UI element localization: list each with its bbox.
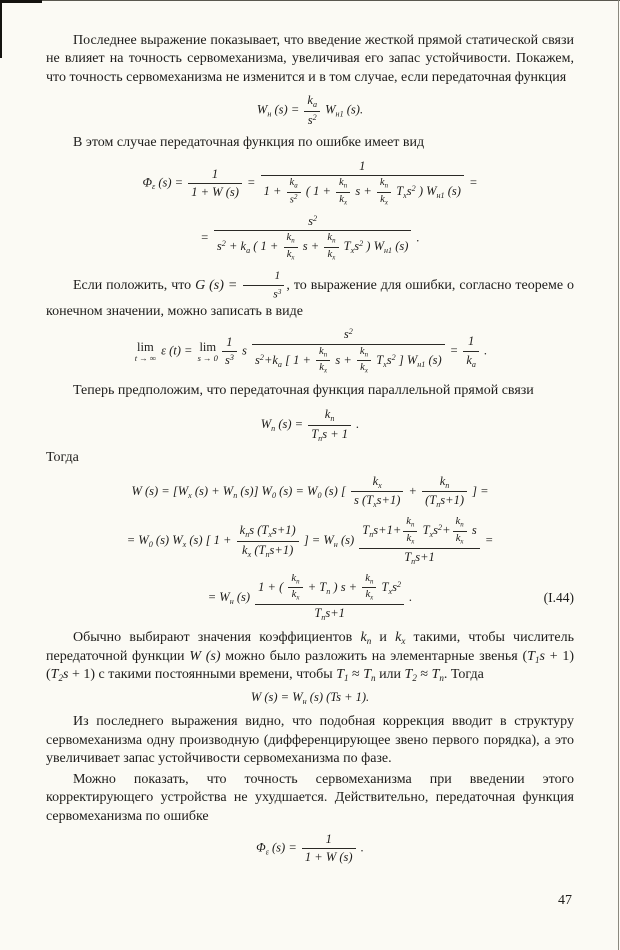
formula-wn-definition: $W_н$ (s) = $\frac{k_a}{s^2}$ $W_{н1}$ (s).	[256, 93, 364, 128]
formula-wp-definition: $W_п$ (s) = $\frac{k_п}{T_пs + 1}$ .	[260, 406, 360, 443]
formula-phi-epsilon-final: $\Phi_\varepsilon$ (s) = $\frac{1}{1 + W (s)}$ .	[256, 832, 364, 865]
formula-w-expansion-line1: W $(s) = [W_x$ $(s) + W_п$ (s)] $W_0$ $(s) = W_0$ (s) [ $\frac{k_x}{s (T_xs+1)}$ + $\frac{k_п}{(T_пs+1)}$ ] =	[131, 473, 489, 510]
paragraph-error-function: В этом случае передаточная функция по ошибке имеет вид	[73, 135, 425, 151]
equation-number: (I.44)	[543, 589, 574, 605]
scan-artifact-right-edge	[618, 0, 619, 950]
paragraph-coefficients: Обычно выбирают значения коэффициентов $k_п$ и $k_x$ такими, чтобы числитель передаточной функции W (s) можно было разложить на элементарные звенья $(T_1s + 1) (T_2s + 1)$ с такими постоянными времени, чтобы $T_1 \approx T_п$ или $T_2 \approx T_п$. Тогда	[46, 630, 575, 684]
paragraph-accuracy-note: Можно показать, что точность сервомеханизма при введении этого корректирующего устройства не ухудшается. Действительно, передаточная функция сервомеханизма по ошибке	[46, 771, 574, 824]
paragraph-correction-note: Из последнего выражения видно, что подобная коррекция вводит в структуру сервомеханизма одну производную (дифференцирующее звено первого порядка), а это увеличивает запас устойчивости сервомеханизма по фазе.	[46, 714, 574, 767]
scan-artifact-corner	[0, 0, 42, 3]
scan-artifact-top-edge	[0, 0, 620, 1]
formula-w-expansion-line3	[46, 573, 574, 623]
paragraph-parallel-link: Теперь предположим, что передаточная функция параллельной прямой связи	[73, 383, 534, 399]
paragraph-then: Тогда	[46, 450, 79, 466]
paragraph-limit-intro: Если положить, что G (s) = $\frac{1}{s^3}$ , то выражение для ошибки, согласно теореме о конечном значении, можно записать в виде	[46, 269, 574, 319]
formula-w-simplified: W $(s) = W_н$ (s) (Ts + 1).	[250, 690, 370, 707]
formula-limit: lim t → ∞ ε (t) = lim s → 0 $\frac{1}{s^3}$ s $s^2$ $s^2+k_a$ [ 1 + $\frac{k_п}{k_x}$ s + $\frac{k_п}{k_x}$ $T_xs^2$ ] $W_{н1}$ (s) = $\frac{1}{k_a}$ .	[134, 327, 488, 375]
formula-phi-epsilon-line1: $\Phi_\varepsilon$ (s) = $\frac{1}{1 + W (s)}$ = 1 1 + $\frac{k_a}{s^2}$ ( 1 + $\frac{k_п}{k_x}$ s + $\frac{k_п}{k_x}$ $T_xs^2$ ) $W_{н1}$ (s) =	[142, 158, 478, 207]
page-number: 47	[558, 892, 572, 908]
formula-phi-epsilon-line2: = $s^2$ $s^2 + k_a$ ( 1 + $\frac{k_п}{k_x}$ s + $\frac{k_п}{k_x}$ $T_xs^2$ ) $W_{н1}$ (s) .	[200, 213, 420, 262]
scan-artifact-left-edge	[0, 0, 2, 58]
formula-w-expansion-line2: = $W_0$ (s) $W_x$ (s) [ 1 + $\frac{k_пs (T_xs+1)}{k_x (T_пs+1)}$ ] = $W_н$ (s) $T_пs+1+$ $\frac{k_п}{k_x}$ $T_xs^2+$ $\frac{k_п}{k_x}$ s $T_пs+1$ =	[126, 516, 494, 566]
paragraph-intro: Последнее выражение показывает, что введение жесткой прямой статической связи не влияет на точность сервомеханизма, увеличивая его запас устойчивости. Покажем, что точность сервомеханизма не изменится и в том случае, если передаточная функция	[46, 33, 574, 85]
equation-body: = $W_н$ (s) 1 + ( $\frac{k_п}{k_x}$ + $T_п$ ) s + $\frac{k_п}{k_x}$ $T_xs^2$ $T_пs+1$ .	[207, 572, 413, 623]
